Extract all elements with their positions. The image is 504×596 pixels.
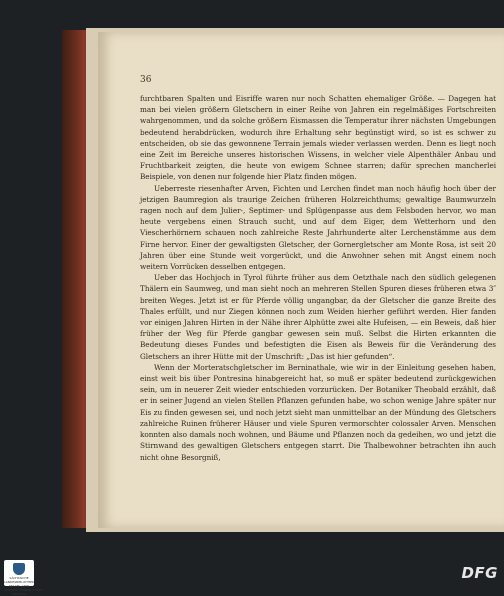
page-text xyxy=(140,93,496,463)
library-caption: SÄCHSISCHE LANDESBIBLIOTHEK STAATS- UND UNIVERSITÄTSBIBLIOTHEK DRESDEN xyxy=(4,576,44,596)
paragraph: furchtbaren Spalten und Eisriffe waren nur noch Schatten ehemaliger Größe. — Dagegen hat man bei vielen größern Gletschern in einer Reihe von Jahren ein regelmäßiges Fortschreiten wahrgenommen, und da solche größern Eismassen die Temperatur ihrer nächsten Umgebungen bedeutend herabdrücken, wodurch ihre Erhaltung sehr begünstigt wird, so ist es schwer zu entscheiden, ob sie das gewonnene Terrain jemals wieder verlassen werden. Denn es liegt noch eine Zeit im Bereiche unseres historischen Wissens, in welcher viele Alpenthäler Anbau und Fruchtbarkeit zeigten, die heute von ewigem Schnee starren; dafür sprechen mancherlei Beispiele, von denen nur folgende hier Platz finden mögen. xyxy=(140,94,496,182)
library-logo xyxy=(4,560,44,596)
paragraph: Ueber das Hochjoch in Tyrol führte früher aus dem Oetzthale nach den südlich gelegenen Thälern ein Saumweg, und man sieht noch an mehreren Stellen Spuren dieses früheren etwa 3″ breiten Weges. Jetzt ist er für Pferde völlig ungangbar, da der Gletscher die ganze Breite des Thales erfüllt, und nur Ziegen können noch zum Weiden hierher geführt werden. Hier fanden vor einigen Jahren Hirten in der Nähe ihrer Alphütte zwei alte Hufeisen, — ein Beweis, daß hier früher der Weg für Pferde gangbar gewesen sein muß. Selbst die Hirten erkannten die Bedeutung dieses Fundes und befestigten die Eisen als Beweis für die Veränderung des Gletschers an ihrer Hütte mit der Umschrift: „Das ist hier gefunden“. xyxy=(140,273,496,361)
paragraph: Ueberreste riesenhafter Arven, Fichten und Lerchen findet man noch häufig hoch über der jetzigen Baumregion als traurige Zeichen früheren Holzreichthums; gewaltige Baumwurzeln ragen noch auf dem Julier-, Septimer- und Splügenpasse aus dem Felsboden hervor, wo man heute vergebens einen Strauch sucht, und auf dem Eiger, dem Wetterhorn und den Viescherhörnern schauen noch zahlreiche Reste Jahrhunderte alter Lerchenstämme aus dem Firne hervor. Einer der gewaltigsten Gletscher, der Gornergletscher am Monte Rosa, ist seit 20 Jahren über eine Stunde weit vorgerückt, und die Anwohner sehen mit Angst einem noch weitern Vorrücken desselben entgegen. xyxy=(140,183,496,272)
dfg-logo: DFG xyxy=(461,564,498,582)
paragraph: Wenn der Morteratschgletscher im Berninathale, wie wir in der Einleitung gesehen haben, einst weit bis über Pontresina hinabgereicht hat, so muß er später bedeutend zurückgewichen sein, um in neuerer Zeit wieder entschieden vorzurücken. Der Botaniker Theobald erzählt, daß er in seiner Jugend an vielen Stellen Pflanzen gefunden habe, wo schon wenige Jahre später nur Eis zu finden gewesen sei, und noch jetzt sieht man unmittelbar an der Mündung des Gletschers zahlreiche Ruinen früherer Häuser und viele Spuren vermorschter colossaler Arven. Menschen konnten also damals noch wohnen, und Bäume und Pflanzen noch da gedeihen, wo und jetzt die Stirnwand des gewaltigen Gletschers entgegen starrt. Die Thalbewohner betrachten ihn auch nicht ohne Besorgniß, xyxy=(140,362,496,462)
page-number: 36 xyxy=(140,75,152,85)
library-shield-icon xyxy=(13,563,25,575)
